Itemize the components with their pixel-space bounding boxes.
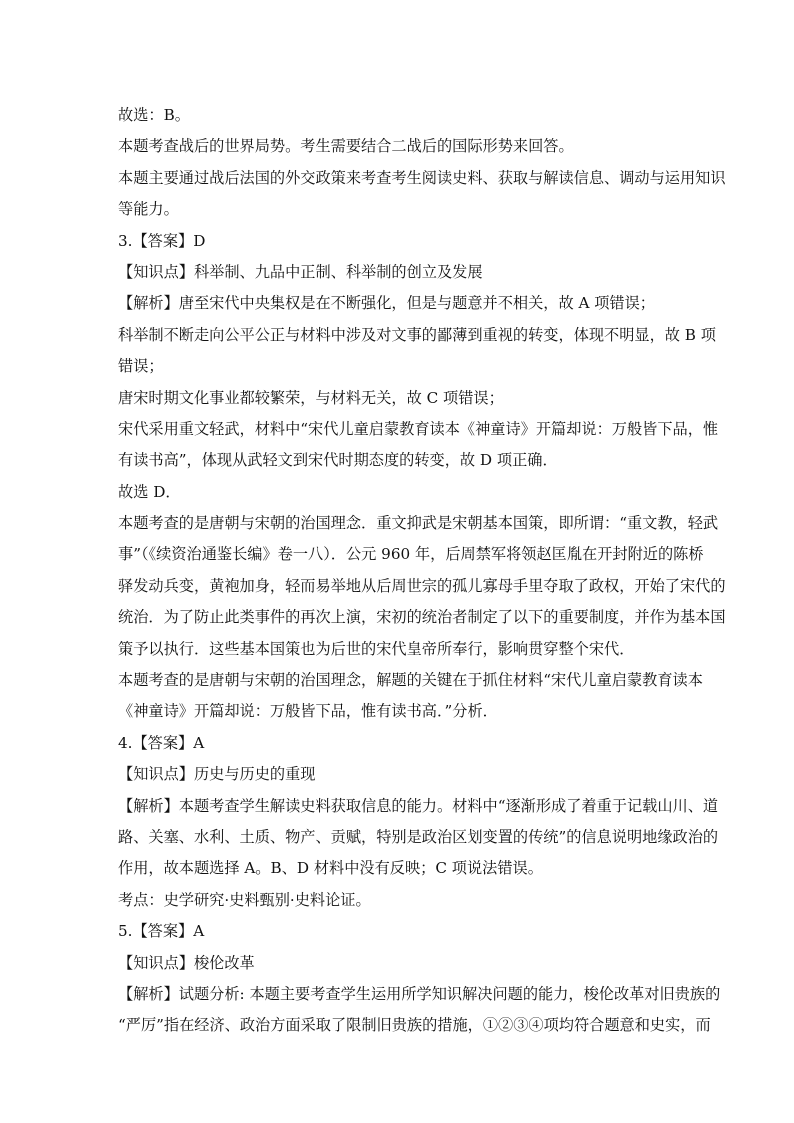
analysis-line: 【解析】本题考查学生解读史料获取信息的能力。材料中“逐渐形成了着重于记载山川、道 bbox=[118, 796, 719, 815]
text-line: 路、关塞、水利、土质、物产、贡赋，特别是政治区划变置的传统”的信息说明地缘政治的 bbox=[118, 827, 719, 846]
text-line: “严厉”指在经济、政治方面采取了限制旧贵族的措施，①②③④项均符合题意和史实，而 bbox=[118, 1016, 711, 1035]
text-line: 本题考查战后的世界局势。考生需要结合二战后的国际形势来回答。 bbox=[118, 137, 574, 156]
text-line: 唐宋时期文化事业都较繁荣，与材料无关，故 C 项错误； bbox=[118, 388, 504, 407]
analysis-line: 【解析】试题分析: 本题主要考查学生运用所学知识解决问题的能力，梭伦改革对旧贵族的 bbox=[118, 984, 721, 1003]
text-line: 等能力。 bbox=[118, 200, 179, 219]
knowledge-point: 【知识点】科举制、九品中正制、科举制的创立及发展 bbox=[118, 262, 483, 281]
text-line: 驿发动兵变，黄袍加身，轻而易举地从后周世宗的孤儿寡母手里夺取了政权，开始了宋代的 bbox=[118, 576, 726, 595]
text-line: 《神童诗》开篇却说：万般皆下品，惟有读书高．”分析． bbox=[118, 702, 498, 721]
text-line: 本题主要通过战后法国的外交政策来考查考生阅读史料、获取与解读信息、调动与运用知识 bbox=[118, 168, 726, 187]
text-line: 有读书高”，体现从武轻文到宋代时期态度的转变，故 D 项正确． bbox=[118, 451, 558, 470]
text-line: 统治．为了防止此类事件的再次上演，宋初的统治者制定了以下的重要制度，并作为基本国 bbox=[118, 608, 726, 627]
text-line: 故选 D． bbox=[118, 482, 181, 501]
knowledge-point: 【知识点】梭伦改革 bbox=[118, 953, 255, 972]
text-line: 故选：B。 bbox=[118, 106, 190, 124]
text-line: 考点：史学研究·史料甄别·史料论证。 bbox=[118, 890, 371, 909]
text-line: 策予以执行．这些基本国策也为后世的宋代皇帝所奉行，影响贯穿整个宋代． bbox=[118, 639, 635, 658]
answer-heading: 3.【答案】D bbox=[118, 231, 206, 250]
analysis-line: 【解析】唐至宋代中央集权是在不断强化，但是与题意并不相关，故 A 项错误； bbox=[118, 294, 655, 313]
text-line: 作用，故本题选择 A。B、D 材料中没有反映；C 项说法错误。 bbox=[118, 859, 543, 878]
text-line: 事”（《续资治通鉴长编》卷一八）．公元 960 年，后周禁军将领赵匡胤在开封附近的陈桥 bbox=[118, 545, 704, 564]
text-line: 科举制不断走向公平公正与材料中涉及对文事的鄙薄到重视的转变，体现不明显，故 B 项 bbox=[118, 325, 716, 344]
text-line: 宋代采用重文轻武，材料中“宋代儿童启蒙教育读本《神童诗》开篇却说：万般皆下品，惟 bbox=[118, 419, 719, 438]
answer-heading: 4.【答案】A bbox=[118, 733, 205, 752]
document-body bbox=[118, 100, 726, 1042]
text-line: 本题考查的是唐朝与宋朝的治国理念，解题的关键在于抓住材料“宋代儿童启蒙教育读本 bbox=[118, 671, 703, 690]
answer-heading: 5.【答案】A bbox=[118, 922, 205, 941]
text-line: 错误； bbox=[118, 357, 164, 376]
text-line: 本题考查的是唐朝与宋朝的治国理念．重文抑武是宋朝基本国策，即所谓：“重文教，轻武 bbox=[118, 514, 719, 533]
knowledge-point: 【知识点】历史与历史的重现 bbox=[118, 765, 316, 784]
